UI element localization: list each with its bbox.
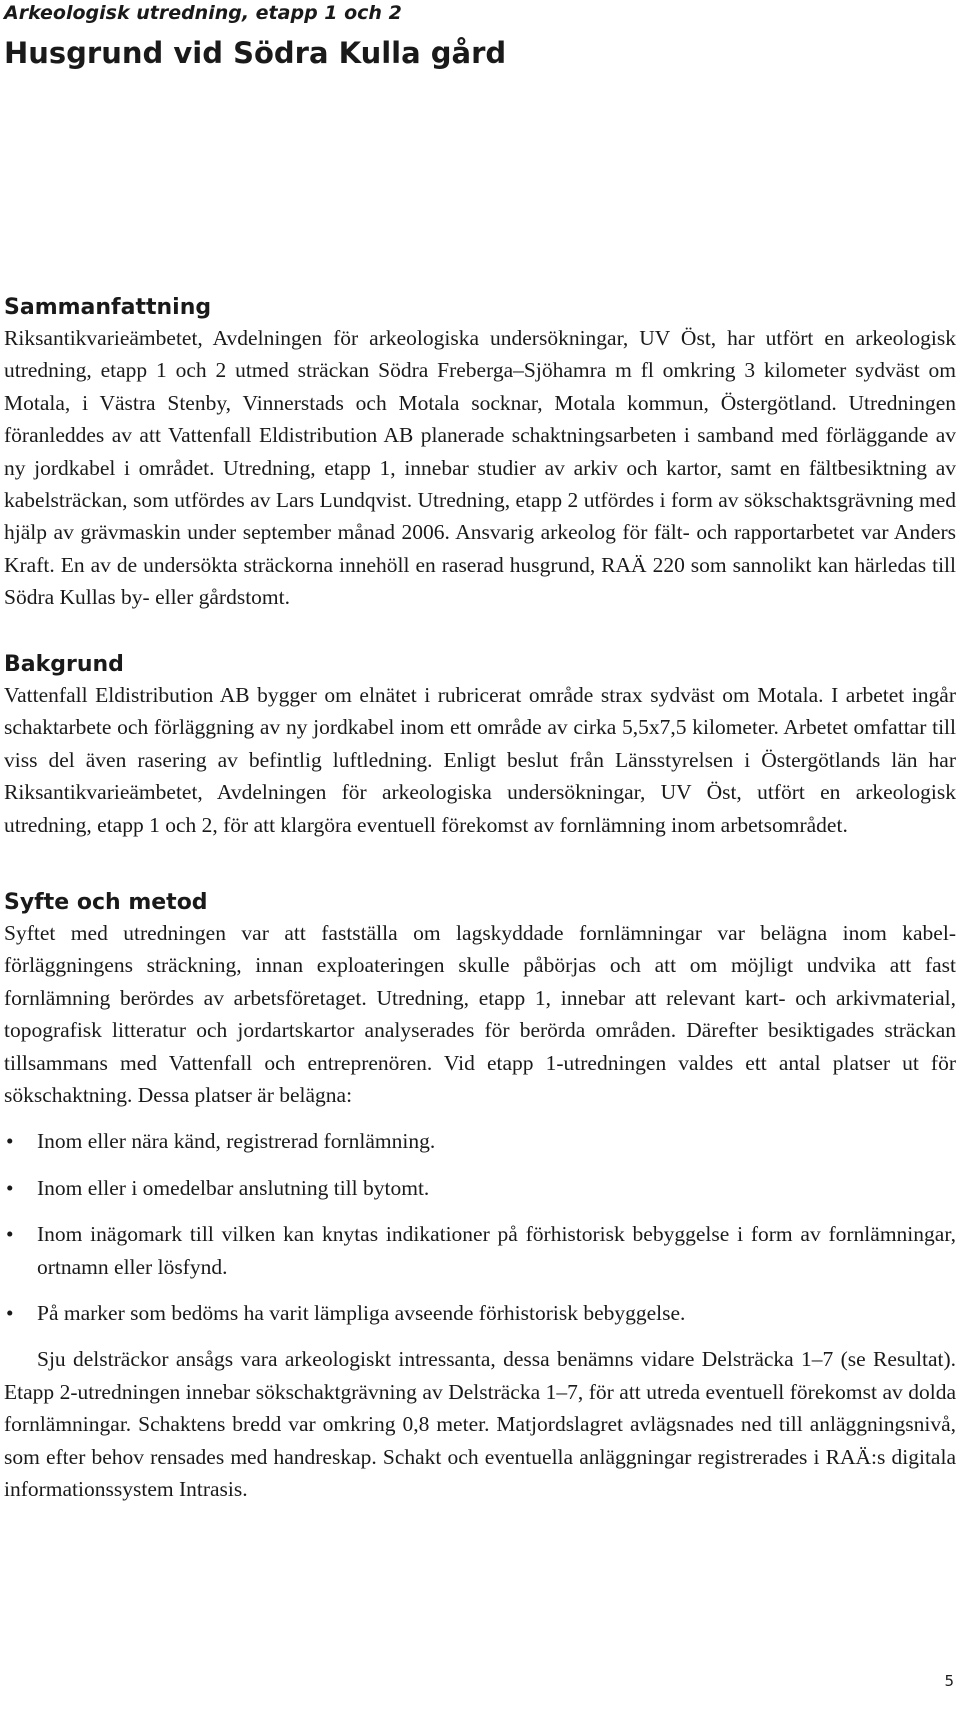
list-item: • Inom eller nära känd, registrerad fornlämning. [4, 1125, 956, 1157]
bullet-icon: • [6, 1222, 14, 1247]
bullet-icon: • [6, 1301, 14, 1326]
heading-bakgrund: Bakgrund [4, 652, 124, 677]
bullet-icon: • [6, 1175, 14, 1200]
report-title: Husgrund vid Södra Kulla gård [4, 36, 507, 70]
paragraph-delstrackor: Sju delsträckor ansågs vara arkeologiskt intressanta, dessa benämns vidare Delsträcka 1–7 (se Resultat). Etapp 2-utredningen innebar sökschaktgrävning av Delsträcka 1–7, för att utreda eventuell förekomst av dolda fornlämningar. Schaktens bredd var omkring 0,8 meter. Matjordslagret avlägsnades ned till anläggningsnivå, som efter behov rensades med handreskap. Schakt och eventuella anläggningar registrerades i RAÄ:s digitala informationssystem Intrasis. [4, 1347, 956, 1502]
section-bakgrund [4, 651, 956, 841]
paragraph-syfte: Syftet med utredningen var att fastställa om lagskyddade fornlämningar var belägna inom kabelförläggningens sträckning, innan exploateringen skulle påbörjas och att om möjligt undvika att fast fornlämning berördes av arbetsföretaget. Utredning, etapp 1, innebar att relevant kart- och arkivmaterial, topografisk litteratur och jordartskartor analyserades för berörda områden. Därefter besiktigades sträckan tillsammans med Vattenfall och entreprenören. Vid etapp 1-utredningen valdes ett antal platser ut för sökschaktning. Dessa platser är belägna: [4, 921, 956, 1108]
list-item: • På marker som bedöms ha varit lämpliga avseende förhistorisk bebyggelse. [4, 1297, 956, 1329]
section-sammanfattning [4, 294, 956, 614]
list-item: • Inom inägomark till vilken kan knytas indikationer på förhistorisk bebyggelse i form av fornlämningar, ortnamn eller lösfynd. [4, 1218, 956, 1283]
list-item: • Inom eller i omedelbar anslutning till bytomt. [4, 1172, 956, 1204]
paragraph-sammanfattning: Riksantikvarieämbetet, Avdelningen för arkeologiska undersökningar, UV Öst, har utfört en arkeologisk utredning, etapp 1 och 2 utmed sträckan Södra Freberga–Sjöhamra m fl omkring 3 kilometer sydväst om Motala, i Västra Stenby, Vinnerstads och Motala socknar, Motala kommun, Östergötland. Utredningen föranleddes av att Vattenfall Eldistribution AB planerade schaktningsarbeten i samband med förläggande av ny jordkabel i området. Utredning, etapp 1, innebar studier av arkiv och kartor, samt en fältbesiktning av kabelsträckan, som utfördes av Lars Lundqvist. Utredning, etapp 2 utfördes i form av sökschaktsgrävning med hjälp av grävmaskin under september månad 2006. Ansvarig arkeolog för fält- och rapportarbetet var Anders Kraft. En av de undersökta sträckorna innehöll en raserad husgrund, RAÄ 220 som sannolikt kan härledas till Södra Kullas by- eller gårdstomt. [4, 326, 956, 610]
page-number: 5 [944, 1672, 954, 1690]
section-syfte-och-metod [4, 889, 956, 1506]
heading-sammanfattning: Sammanfattning [4, 295, 212, 320]
paragraph-bakgrund: Vattenfall Eldistribution AB bygger om elnätet i rubricerat område strax sydväst om Motala. I arbetet ingår schaktarbete och förläggning av ny jordkabel inom ett område av cirka 5,5x7,5 kilometer. Arbetet omfattar till viss del även rasering av befintlig luftledning. Enligt beslut från Länsstyrelsen i Östergötlands län har Riksantikvarieämbetet, Avdelningen för arkeologiska undersökningar, UV Öst, utfört en arkeologisk utredning, etapp 1 och 2, för att klargöra eventuell förekomst av fornlämning inom arbetsområdet. [4, 683, 956, 837]
heading-syfte-och-metod: Syfte och metod [4, 890, 208, 915]
criteria-list [4, 1125, 956, 1329]
document-page [4, 0, 956, 1712]
bullet-icon: • [6, 1129, 14, 1154]
report-subtitle: Arkeologisk utredning, etapp 1 och 2 [4, 2, 402, 24]
